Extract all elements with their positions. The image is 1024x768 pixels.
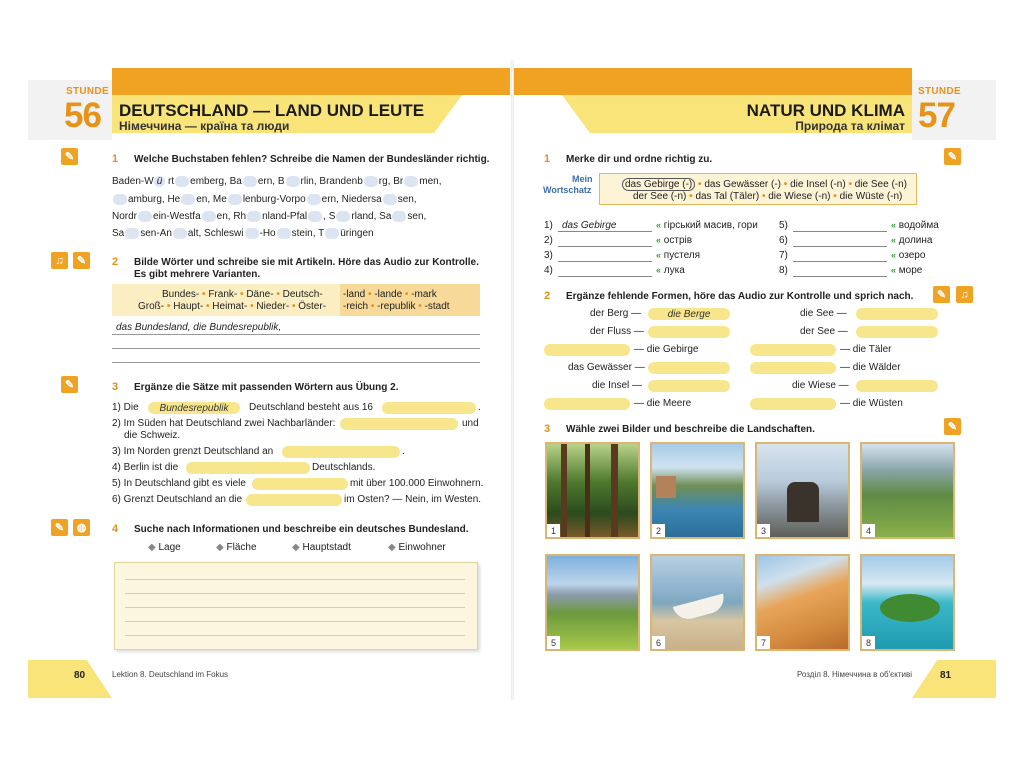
headphones-icon[interactable]: ♫ [956, 286, 973, 303]
answer-field[interactable] [856, 380, 938, 392]
match-translation: « озеро [891, 250, 926, 261]
match-translation: « море [891, 265, 923, 276]
answer-field[interactable] [544, 344, 630, 356]
sentence: 5) In Deutschland gibt es viele [112, 478, 246, 489]
globe-icon[interactable]: ◍ [73, 519, 90, 536]
match-answer-field[interactable] [793, 250, 887, 262]
form-prompt: — die Wüsten [840, 398, 903, 409]
sentence: 1) Die [112, 402, 139, 413]
exercise-task: Merke dir und ordne richtig zu. [566, 154, 713, 165]
match-row: 6) [779, 235, 788, 246]
exercise-number: 3 [544, 423, 551, 435]
sentence: die Schweiz. [124, 430, 181, 441]
answer-field[interactable] [750, 398, 836, 410]
answer-field[interactable] [648, 362, 730, 374]
form-prompt: der Fluss — [590, 326, 644, 337]
match-row: 4) [544, 265, 553, 276]
sentence: 6) Grenzt Deutschland an die [112, 494, 243, 505]
bullet-item: ◆ Fläche [216, 542, 257, 553]
answer-field[interactable] [856, 308, 938, 320]
sentence: 4) Berlin ist die [112, 462, 179, 473]
fill-line: Nordr ein-Westfa en, Rh nland-Pfal , S rland, Sa sen, [112, 211, 427, 223]
fill-line: Sa sen-An alt, Schleswi -Ho stein, T üringen [112, 228, 374, 240]
photo-sea-boat[interactable]: 6 [650, 554, 745, 651]
match-row: 2) [544, 235, 553, 246]
answer-field[interactable] [648, 326, 730, 338]
photo-valley[interactable]: 4 [860, 442, 955, 539]
answer-field[interactable]: die Berge [648, 308, 730, 320]
footer-left [28, 660, 112, 698]
match-translation: « водойма [891, 220, 939, 231]
exercise-number: 4 [112, 523, 119, 535]
vocab-box: das Gebirge (-) • das Gewässer (-) • die Insel (-n) • die See (-n) der See (-n) • das Tal (Täler) • die Wiese (-n) • die Wüste (-n) [599, 173, 917, 205]
match-translation: « лука [656, 265, 685, 276]
answer-field[interactable] [252, 478, 348, 490]
form-prompt: die Insel — [592, 380, 643, 391]
sentence: Deutschlands. [312, 462, 376, 473]
word-row: Groß- • Haupt- • Heimat- • Nieder- • Öster- [138, 301, 327, 312]
exercise-number: 2 [112, 256, 119, 268]
match-translation: « пустеля [656, 250, 701, 261]
match-row: 5) [779, 220, 788, 231]
write-line [112, 348, 480, 349]
exercise-number: 2 [544, 290, 551, 302]
exercise-task: Welche Buchstaben fehlen? Schreibe die Namen der Bundesländer richtig. [134, 154, 490, 165]
sentence: 2) Im Süden hat Deutschland zwei Nachbarländer: [112, 418, 336, 429]
photo-mountain-people[interactable]: 3 [755, 442, 850, 539]
match-row: 7) [779, 250, 788, 261]
footer-text: Lektion 8. Deutschland im Fokus [112, 670, 229, 679]
pencil-icon[interactable]: ✎ [73, 252, 90, 269]
lesson-number: 57 [918, 96, 955, 135]
exercise-number: 3 [112, 381, 119, 393]
match-translation: « долина [891, 235, 933, 246]
match-answer-field[interactable] [558, 265, 652, 277]
answer-field[interactable]: Bundesrepublik [148, 402, 240, 414]
fill-line: Baden-W ü rt emberg, Ba ern, B rlin, Brandenb rg, Br men, [112, 176, 442, 188]
page-title: NATUR UND KLIMA [746, 101, 905, 120]
form-prompt: die Wiese — [792, 380, 849, 391]
pencil-icon[interactable]: ✎ [933, 286, 950, 303]
answer-field[interactable] [340, 418, 458, 430]
bullet-item: ◆ Lage [148, 542, 181, 553]
match-answer-field[interactable]: das Gebirge [558, 220, 652, 232]
answer-field[interactable] [544, 398, 630, 410]
sentence: . [478, 402, 481, 413]
match-translation: « острів [656, 235, 693, 246]
answer-field[interactable] [382, 402, 476, 414]
sentence: 3) Im Norden grenzt Deutschland an [112, 446, 274, 457]
answer-field[interactable] [282, 446, 400, 458]
sentence: im Osten? — Nein, im Westen. [344, 494, 482, 505]
pencil-icon[interactable]: ✎ [944, 418, 961, 435]
word-row: -land • -lande • -mark [343, 289, 437, 300]
footer-right [912, 660, 996, 698]
page-gutter [511, 60, 514, 700]
match-translation: « гірський масив, гори [656, 220, 758, 231]
bullet-item: ◆ Hauptstadt [292, 542, 351, 553]
answer-field[interactable] [246, 494, 342, 506]
header-band-right [514, 68, 912, 95]
form-prompt: der Berg — [590, 308, 642, 319]
exercise-task: Ergänze fehlende Formen, höre das Audio zur Kontrolle und sprich nach. [566, 291, 914, 302]
sentence: und [462, 418, 479, 429]
answer-field[interactable] [750, 344, 836, 356]
photo-meadow[interactable]: 5 [545, 554, 640, 651]
write-line [112, 334, 480, 335]
form-prompt: das Gewässer — [568, 362, 645, 373]
stunde-label: STUNDE [918, 86, 961, 97]
match-answer-field[interactable] [793, 235, 887, 247]
page-subtitle: Природа та клімат [795, 119, 905, 133]
page-subtitle: Німеччина — країна та люди [119, 119, 290, 133]
match-answer-field[interactable] [793, 265, 887, 277]
match-answer-field[interactable] [793, 220, 887, 232]
exercise-task: Ergänze die Sätze mit passenden Wörtern aus Übung 2. [134, 382, 399, 393]
sentence: Deutschland besteht aus 16 [249, 402, 373, 413]
photo-river[interactable]: 2 [650, 442, 745, 539]
match-row: 8) [779, 265, 788, 276]
answer-field[interactable] [856, 326, 938, 338]
pencil-icon[interactable]: ✎ [944, 148, 961, 165]
exercise-number: 1 [544, 153, 551, 165]
writing-area[interactable] [114, 562, 478, 650]
form-prompt: die See — [800, 308, 847, 319]
lesson-number: 56 [64, 96, 101, 135]
sentence: . [402, 446, 405, 457]
exercise-task: Suche nach Informationen und beschreibe ein deutsches Bundesland. [134, 524, 469, 535]
headphones-icon[interactable]: ♫ [51, 252, 68, 269]
example-answer: das Bundesland, die Bundesrepublik, [116, 322, 282, 333]
match-answer-field[interactable] [558, 235, 652, 247]
form-prompt: der See — [800, 326, 848, 337]
form-prompt: — die Wälder [840, 362, 901, 373]
page-number: 81 [940, 670, 952, 681]
sentence: mit über 100.000 Einwohnern. [350, 478, 484, 489]
match-row: 1) [544, 220, 553, 231]
match-row: 3) [544, 250, 553, 261]
pencil-icon[interactable]: ✎ [51, 519, 68, 536]
word-row: Bundes- • Frank- • Däne- • Deutsch- [162, 289, 323, 300]
form-prompt: — die Täler [840, 344, 892, 355]
fill-line: amburg, He en, Me lenburg-Vorpo ern, Niedersa sen, [112, 194, 417, 205]
exercise-task: Wähle zwei Bilder und beschreibe die Landschaften. [566, 424, 815, 435]
form-prompt: — die Gebirge [634, 344, 699, 355]
form-prompt: — die Meere [634, 398, 692, 409]
page-number: 80 [74, 670, 86, 681]
photo-desert[interactable]: 7 [755, 554, 850, 651]
match-answer-field[interactable] [558, 250, 652, 262]
page-title: DEUTSCHLAND — LAND UND LEUTE [119, 101, 425, 120]
exercise-task: Bilde Wörter und schreibe sie mit Artikeln. Höre das Audio zur Kontrolle. [134, 257, 479, 268]
answer-field[interactable] [648, 380, 730, 392]
mein-label: Mein [572, 174, 593, 184]
exercise-task: Es gibt mehrere Varianten. [134, 269, 261, 280]
exercise-number: 1 [112, 153, 119, 165]
photo-island[interactable]: 8 [860, 554, 955, 651]
bullet-item: ◆ Einwohner [388, 542, 446, 553]
answer-field[interactable] [186, 462, 310, 474]
photo-forest[interactable]: 1 [545, 442, 640, 539]
answer-field[interactable] [750, 362, 836, 374]
wortschatz-label: Wortschatz [543, 185, 592, 195]
pencil-icon[interactable]: ✎ [61, 376, 78, 393]
header-band-left [112, 68, 510, 95]
pencil-icon[interactable]: ✎ [61, 148, 78, 165]
footer-text: Розділ 8. Німеччина в об'єктиві [796, 670, 912, 679]
stunde-label: STUNDE [66, 86, 109, 97]
write-line [112, 362, 480, 363]
word-row: -reich • -republik • -stadt [343, 301, 450, 312]
